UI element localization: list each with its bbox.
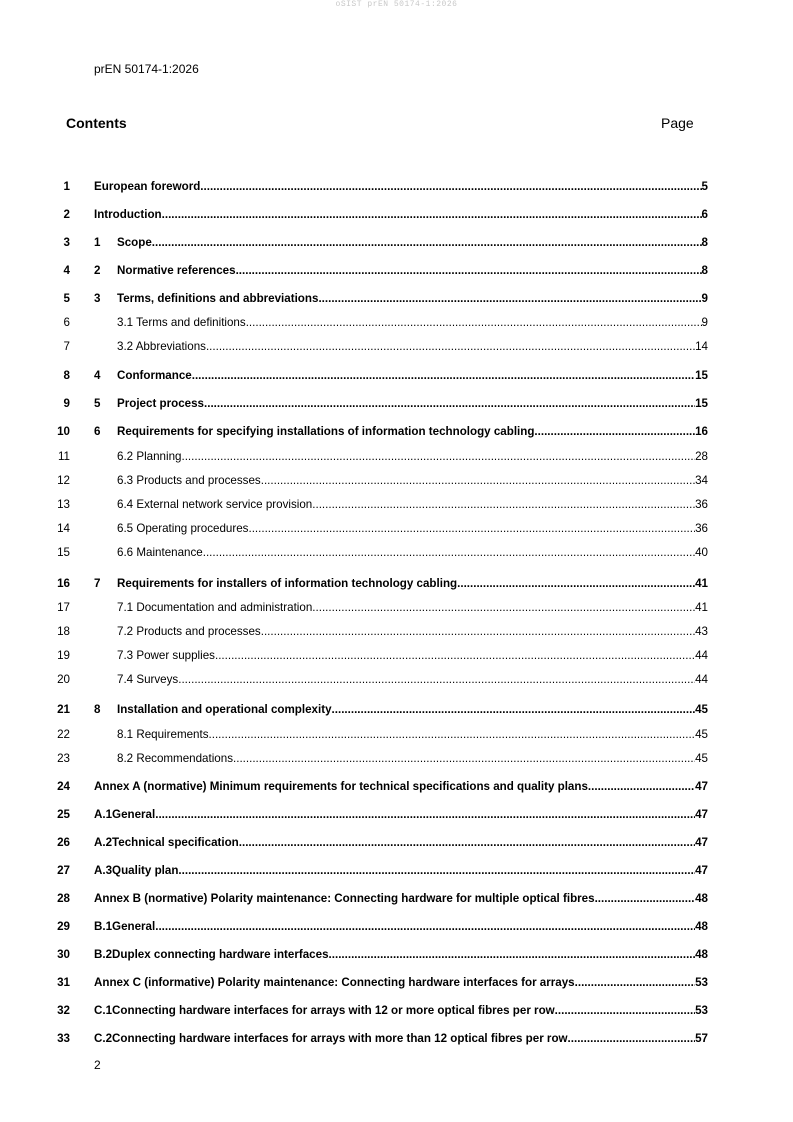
section-title: 8.1 Requirements	[117, 728, 209, 741]
dot-leader	[312, 600, 695, 616]
toc-entry-body	[117, 497, 708, 513]
dot-leader	[588, 779, 695, 795]
page-number: 53	[695, 1004, 708, 1017]
toc-entry-body	[94, 835, 708, 851]
section-number: A.3	[94, 864, 113, 877]
dot-leader	[204, 396, 695, 412]
page-number: 53	[695, 976, 708, 989]
toc-entry-body	[117, 672, 708, 688]
toc-title: Contents	[66, 115, 127, 131]
page-number: 16	[695, 425, 708, 438]
toc-entry[interactable]	[0, 396, 793, 412]
toc-entry[interactable]	[0, 863, 793, 879]
toc-entry[interactable]	[0, 702, 793, 718]
section-title: 3.2 Abbreviations	[117, 340, 206, 353]
page-number: 43	[695, 625, 708, 638]
toc-entry[interactable]	[0, 368, 793, 384]
page-number: 5	[701, 180, 708, 193]
toc-entry-body	[94, 263, 708, 279]
section-number: B.1	[94, 920, 113, 933]
toc-entry[interactable]	[0, 339, 793, 355]
section-title: General	[112, 920, 156, 933]
page-number: 34	[695, 474, 708, 487]
section-title: Requirements for specifying installations of information technology cabling	[117, 425, 535, 438]
page-number: 15	[695, 369, 708, 382]
section-title: Connecting hardware interfaces for arrays with more than 12 optical fibres per row	[112, 1032, 568, 1045]
line-number: 2	[63, 208, 70, 221]
section-number: 6	[94, 425, 101, 438]
toc-entry-body	[117, 315, 708, 331]
toc-entry-body	[117, 727, 708, 743]
dot-leader	[178, 863, 695, 879]
page-number: 48	[695, 948, 708, 961]
toc-entry[interactable]	[0, 207, 793, 223]
section-title: 6.4 External network service provision	[117, 498, 313, 511]
section-number: 4	[94, 369, 101, 382]
toc-entry[interactable]	[0, 497, 793, 513]
toc-entry-body	[117, 545, 708, 561]
page-number: 47	[695, 808, 708, 821]
section-title: 7.2 Products and processes	[117, 625, 261, 638]
dot-leader	[318, 291, 701, 307]
toc-entry[interactable]	[0, 919, 793, 935]
section-title: Scope	[117, 236, 152, 249]
section-title: General	[112, 808, 156, 821]
dot-leader	[181, 449, 695, 465]
dot-leader	[178, 672, 695, 688]
toc-entry[interactable]	[0, 576, 793, 592]
toc-entry-body	[94, 291, 708, 307]
line-number: 5	[63, 292, 70, 305]
dot-leader	[555, 1003, 695, 1019]
dot-leader	[329, 947, 696, 963]
toc-entry[interactable]	[0, 891, 793, 907]
page-number: 40	[695, 546, 708, 559]
watermark: oSIST prEN 50174-1:2026	[335, 0, 458, 9]
line-number: 14	[57, 522, 70, 535]
toc-entry-body	[94, 396, 708, 412]
toc-entry-body	[94, 179, 708, 195]
dot-leader	[248, 521, 695, 537]
dot-leader	[568, 1031, 696, 1047]
dot-leader	[162, 207, 702, 223]
toc-entry[interactable]	[0, 600, 793, 616]
toc-entry[interactable]	[0, 624, 793, 640]
section-title: 6.2 Planning	[117, 450, 182, 463]
section-number: 8	[94, 703, 101, 716]
dot-leader	[332, 702, 696, 718]
section-number: A.1	[94, 808, 113, 821]
toc-entry-body	[94, 1003, 708, 1019]
line-number: 19	[57, 649, 70, 662]
dot-leader	[209, 727, 696, 743]
dot-leader	[575, 975, 695, 991]
page-number: 28	[695, 450, 708, 463]
page-number: 44	[695, 649, 708, 662]
toc-entry[interactable]	[0, 835, 793, 851]
page-number: 45	[695, 703, 708, 716]
page-number: 9	[701, 316, 708, 329]
section-title: 6.6 Maintenance	[117, 546, 203, 559]
line-number: 29	[57, 920, 70, 933]
document-id: prEN 50174-1:2026	[94, 62, 199, 76]
section-title: 6.5 Operating procedures	[117, 522, 249, 535]
line-number: 8	[63, 369, 70, 382]
toc-entry[interactable]	[0, 648, 793, 664]
page-number: 44	[695, 673, 708, 686]
dot-leader	[246, 315, 702, 331]
toc-entry[interactable]	[0, 751, 793, 767]
section-number: C.2	[94, 1032, 113, 1045]
line-number: 22	[57, 728, 70, 741]
line-number: 18	[57, 625, 70, 638]
section-number: 5	[94, 397, 101, 410]
page-number: 8	[701, 264, 708, 277]
toc-entry[interactable]	[0, 727, 793, 743]
line-number: 20	[57, 673, 70, 686]
section-title: Annex A (normative) Minimum requirements for technical specifications and quality plans	[94, 780, 588, 793]
section-title: 7.4 Surveys	[117, 673, 179, 686]
section-title: Normative references	[117, 264, 236, 277]
dot-leader	[534, 424, 695, 440]
section-title: Introduction	[94, 208, 162, 221]
toc-entry-body	[117, 473, 708, 489]
line-number: 12	[57, 474, 70, 487]
section-title: 3.1 Terms and definitions	[117, 316, 246, 329]
toc-entry[interactable]	[0, 521, 793, 537]
section-title: 7.1 Documentation and administration	[117, 601, 313, 614]
toc-entry-body	[94, 891, 708, 907]
line-number: 7	[63, 340, 70, 353]
line-number: 28	[57, 892, 70, 905]
toc-entry[interactable]	[0, 449, 793, 465]
page-number: 8	[701, 236, 708, 249]
section-title: Annex B (normative) Polarity maintenance: Connecting hardware for multiple optical fibres	[94, 892, 595, 905]
section-number: 7	[94, 577, 101, 590]
dot-leader	[236, 263, 702, 279]
toc-entry[interactable]	[0, 235, 793, 251]
dot-leader	[261, 473, 695, 489]
toc-entry-body	[94, 235, 708, 251]
section-title: Conformance	[117, 369, 192, 382]
footer-page-number: 2	[94, 1058, 101, 1072]
line-number: 33	[57, 1032, 70, 1045]
toc-entry-body	[117, 521, 708, 537]
toc-entry[interactable]	[0, 975, 793, 991]
line-number: 9	[63, 397, 70, 410]
page-number: 45	[695, 752, 708, 765]
page-number: 9	[701, 292, 708, 305]
dot-leader	[203, 545, 695, 561]
toc-entry-body	[94, 702, 708, 718]
dot-leader	[192, 368, 695, 384]
line-number: 23	[57, 752, 70, 765]
page-number: 41	[695, 601, 708, 614]
line-number: 16	[57, 577, 70, 590]
toc-entry-body	[94, 779, 708, 795]
page-column-label: Page	[661, 115, 694, 131]
line-number: 32	[57, 1004, 70, 1017]
dot-leader	[261, 624, 695, 640]
dot-leader	[155, 919, 695, 935]
line-number: 15	[57, 546, 70, 559]
section-title: Requirements for installers of information technology cabling	[117, 577, 458, 590]
page-number: 15	[695, 397, 708, 410]
page-number: 41	[695, 577, 708, 590]
section-title: 6.3 Products and processes	[117, 474, 261, 487]
page-number: 47	[695, 836, 708, 849]
section-title: 8.2 Recommendations	[117, 752, 233, 765]
page-number: 47	[695, 864, 708, 877]
section-title: Annex C (informative) Polarity maintenance: Connecting hardware interfaces for arrays	[94, 976, 575, 989]
toc-entry-body	[94, 807, 708, 823]
section-number: 2	[94, 264, 101, 277]
section-number: 3	[94, 292, 101, 305]
line-number: 4	[63, 264, 70, 277]
toc-entry[interactable]	[0, 263, 793, 279]
toc-entry-body	[94, 975, 708, 991]
toc-entry-body	[94, 576, 708, 592]
page-number: 36	[695, 498, 708, 511]
dot-leader	[457, 576, 695, 592]
toc-entry-body	[117, 339, 708, 355]
toc-entry-body	[117, 648, 708, 664]
toc-entry[interactable]	[0, 672, 793, 688]
toc-entry[interactable]	[0, 291, 793, 307]
section-title: Project process	[117, 397, 204, 410]
section-title: Duplex connecting hardware interfaces	[112, 948, 329, 961]
section-title: Connecting hardware interfaces for arrays with 12 or more optical fibres per row	[112, 1004, 555, 1017]
toc-entry-body	[94, 863, 708, 879]
page-number: 45	[695, 728, 708, 741]
toc-entry[interactable]	[0, 424, 793, 440]
toc-entry-body	[94, 1031, 708, 1047]
toc-entry[interactable]	[0, 947, 793, 963]
section-title: Installation and operational complexity	[117, 703, 332, 716]
line-number: 25	[57, 808, 70, 821]
section-number: 1	[94, 236, 101, 249]
toc-entry[interactable]	[0, 315, 793, 331]
section-title: Technical specification	[112, 836, 239, 849]
dot-leader	[233, 751, 695, 767]
line-number: 13	[57, 498, 70, 511]
page-number: 14	[695, 340, 708, 353]
page-number: 48	[695, 920, 708, 933]
page-number: 48	[695, 892, 708, 905]
line-number: 21	[57, 703, 70, 716]
toc-entry-body	[117, 600, 708, 616]
line-number: 17	[57, 601, 70, 614]
toc-entry[interactable]	[0, 1031, 793, 1047]
page-number: 6	[701, 208, 708, 221]
toc-entry-body	[117, 751, 708, 767]
toc-entry[interactable]	[0, 545, 793, 561]
dot-leader	[152, 235, 702, 251]
line-number: 24	[57, 780, 70, 793]
line-number: 31	[57, 976, 70, 989]
line-number: 11	[57, 450, 70, 463]
dot-leader	[215, 648, 695, 664]
dot-leader	[312, 497, 695, 513]
page-number: 47	[695, 780, 708, 793]
toc-entry[interactable]	[0, 179, 793, 195]
toc-entry-body	[94, 919, 708, 935]
page-number: 36	[695, 522, 708, 535]
section-title: 7.3 Power supplies	[117, 649, 215, 662]
section-number: B.2	[94, 948, 113, 961]
toc-entry[interactable]	[0, 807, 793, 823]
dot-leader	[200, 179, 701, 195]
section-title: European foreword	[94, 180, 201, 193]
dot-leader	[155, 807, 695, 823]
line-number: 30	[57, 948, 70, 961]
line-number: 3	[63, 236, 70, 249]
section-number: C.1	[94, 1004, 113, 1017]
toc-entry-body	[117, 624, 708, 640]
line-number: 6	[63, 316, 70, 329]
toc-entry[interactable]	[0, 1003, 793, 1019]
line-number: 26	[57, 836, 70, 849]
line-number: 27	[57, 864, 70, 877]
dot-leader	[239, 835, 695, 851]
section-title: Terms, definitions and abbreviations	[117, 292, 319, 305]
toc-entry-body	[117, 449, 708, 465]
section-title: Quality plan	[112, 864, 179, 877]
section-number: A.2	[94, 836, 113, 849]
toc-entry-body	[94, 368, 708, 384]
line-number: 1	[63, 180, 70, 193]
dot-leader	[595, 891, 696, 907]
toc-entry[interactable]	[0, 473, 793, 489]
toc-entry[interactable]	[0, 779, 793, 795]
dot-leader	[206, 339, 695, 355]
page-number: 57	[695, 1032, 708, 1045]
toc-entry-body	[94, 424, 708, 440]
line-number: 10	[57, 425, 70, 438]
toc-entry-body	[94, 947, 708, 963]
toc-entry-body	[94, 207, 708, 223]
